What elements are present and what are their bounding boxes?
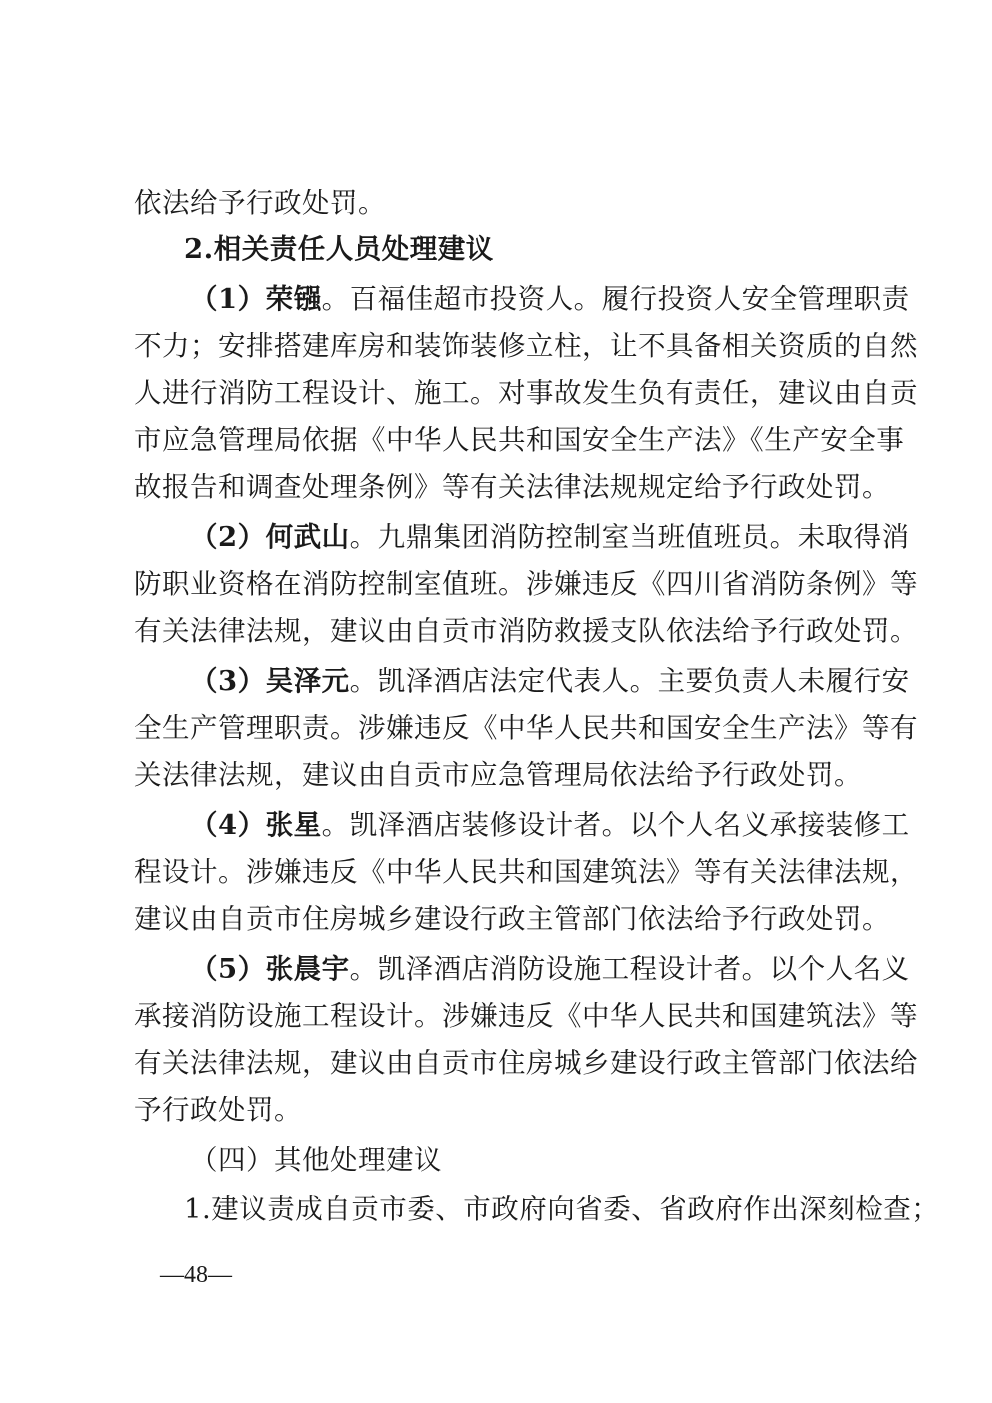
paragraph-line: 程设计。涉嫌违反《中华人民共和国建筑法》等有关法律法规， — [134, 856, 918, 888]
paragraph-line: 防职业资格在消防控制室值班。涉嫌违反《四川省消防条例》等 — [134, 568, 918, 600]
paragraph-line: 予行政处罚。 — [134, 1094, 302, 1126]
item-2-first-line — [190, 514, 910, 560]
page-number: —48— — [160, 1262, 232, 1288]
item-5-first-line — [190, 946, 910, 992]
item-1-marker: （1） — [190, 283, 266, 315]
item-4-person-name: 张星 — [265, 809, 322, 841]
paragraph-line: 关法律法规，建议由自贡市应急管理局依法给予行政处罚。 — [134, 759, 862, 791]
item-4-first-line — [190, 802, 910, 848]
item-2-marker: （2） — [190, 521, 266, 553]
paragraph-line: 人进行消防工程设计、施工。对事故发生负有责任，建议由自贡 — [134, 377, 918, 409]
item-4-text: 。凯泽酒店装修设计者。以个人名义承接装修工 — [321, 809, 910, 841]
item-5-text: 。凯泽酒店消防设施工程设计者。以个人名义 — [349, 953, 910, 985]
item-1-person-name: 荣镪 — [265, 283, 322, 315]
paragraph-line: 依法给予行政处罚。 — [134, 187, 386, 219]
paragraph-line: 有关法律法规，建议由自贡市消防救援支队依法给予行政处罚。 — [134, 615, 918, 647]
item-1-text: 。百福佳超市投资人。履行投资人安全管理职责 — [321, 283, 910, 315]
paragraph-line: 不力；安排搭建库房和装饰装修立柱，让不具备相关资质的自然 — [134, 330, 918, 362]
item-3-person-name: 吴泽元 — [265, 665, 350, 697]
item-5-person-name: 张晨宇 — [265, 953, 350, 985]
paragraph-line: 建议由自贡市住房城乡建设行政主管部门依法给予行政处罚。 — [134, 903, 890, 935]
paragraph-line: 市应急管理局依据《中华人民共和国安全生产法》《生产安全事 — [134, 424, 905, 456]
paragraph-line: 1.建议责成自贡市委、市政府向省委、省政府作出深刻检查； — [184, 1193, 940, 1225]
section-heading: 2.相关责任人员处理建议 — [184, 233, 494, 265]
item-5-marker: （5） — [190, 953, 266, 985]
item-3-text: 。凯泽酒店法定代表人。主要负责人未履行安 — [349, 665, 910, 697]
subsection-heading: （四）其他处理建议 — [190, 1144, 442, 1176]
paragraph-line: 有关法律法规，建议由自贡市住房城乡建设行政主管部门依法给 — [134, 1047, 918, 1079]
item-1-first-line — [190, 276, 910, 322]
item-3-first-line — [190, 658, 910, 704]
item-4-marker: （4） — [190, 809, 266, 841]
paragraph-line: 故报告和调查处理条例》等有关法律法规规定给予行政处罚。 — [134, 471, 890, 503]
paragraph-line: 全生产管理职责。涉嫌违反《中华人民共和国安全生产法》等有 — [134, 712, 918, 744]
item-2-person-name: 何武山 — [265, 521, 350, 553]
item-2-text: 。九鼎集团消防控制室当班值班员。未取得消 — [349, 521, 910, 553]
item-3-marker: （3） — [190, 665, 266, 697]
paragraph-line: 承接消防设施工程设计。涉嫌违反《中华人民共和国建筑法》等 — [134, 1000, 918, 1032]
